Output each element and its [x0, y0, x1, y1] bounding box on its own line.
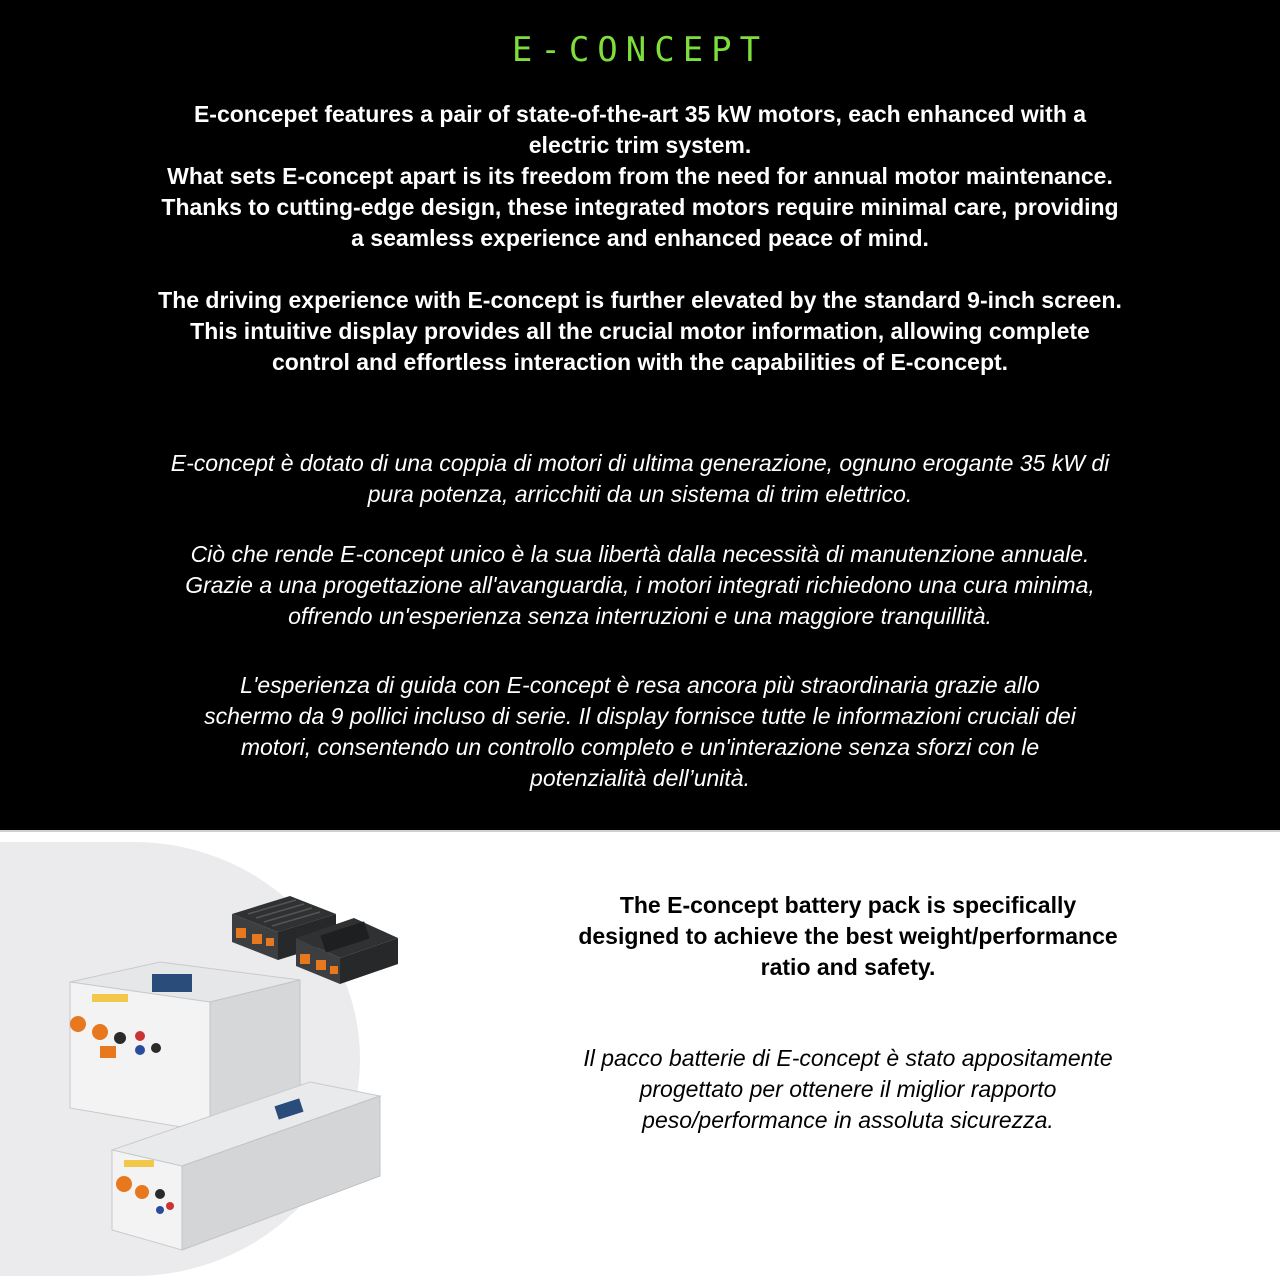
english-paragraph-motors: E-concepet features a pair of state-of-the-art 35 kW motors, each enhanced with a electric trim system. What sets E-concept apart is its freedom from the need for annual motor maintenance. Thanks to cutting-edge design, these integrated motors require minimal care, providing a seamless experience and enhanced peace of mind.	[161, 101, 1119, 251]
brand-logo: E-CONCEPT	[511, 30, 769, 70]
italian-paragraph-maintenance: Ciò che rende E-concept unico è la sua libertà dalla necessità di manutenzione annuale. Grazie a una progettazione all'avanguardia, i motori integrati richiedono una cura minima, offrendo un'esperienza senza interruzioni e una maggiore tranquillità.	[185, 541, 1095, 629]
battery-description-english: The E-concept battery pack is specifically designed to achieve the best weight/performance ratio and safety.	[578, 892, 1118, 980]
battery-pack-illustration	[0, 832, 580, 1280]
battery-section	[0, 832, 1280, 1280]
italian-paragraph-motors: E-concept è dotato di una coppia di motori di ultima generazione, ognuno erogante 35 kW di pura potenza, arricchiti da un sistema di trim elettrico.	[170, 450, 1110, 507]
english-paragraph-screen: The driving experience with E-concept is further elevated by the standard 9-inch screen. This intuitive display provides all the crucial motor information, allowing complete control and effortless interaction with the capabilities of E-concept.	[158, 287, 1122, 375]
italian-paragraph-screen: L'esperienza di guida con E-concept è resa ancora più straordinaria grazie allo schermo da 9 pollici incluso di serie. Il display fornisce tutte le informazioni cruciali dei motori, consentendo un controllo completo e un'interazione senza sforzi con le potenzialità dell’unità.	[204, 672, 1076, 791]
battery-description-italian: Il pacco batterie di E-concept è stato appositamente progettato per ottenere il miglior rapporto peso/performance in assoluta sicurezza.	[583, 1045, 1113, 1133]
